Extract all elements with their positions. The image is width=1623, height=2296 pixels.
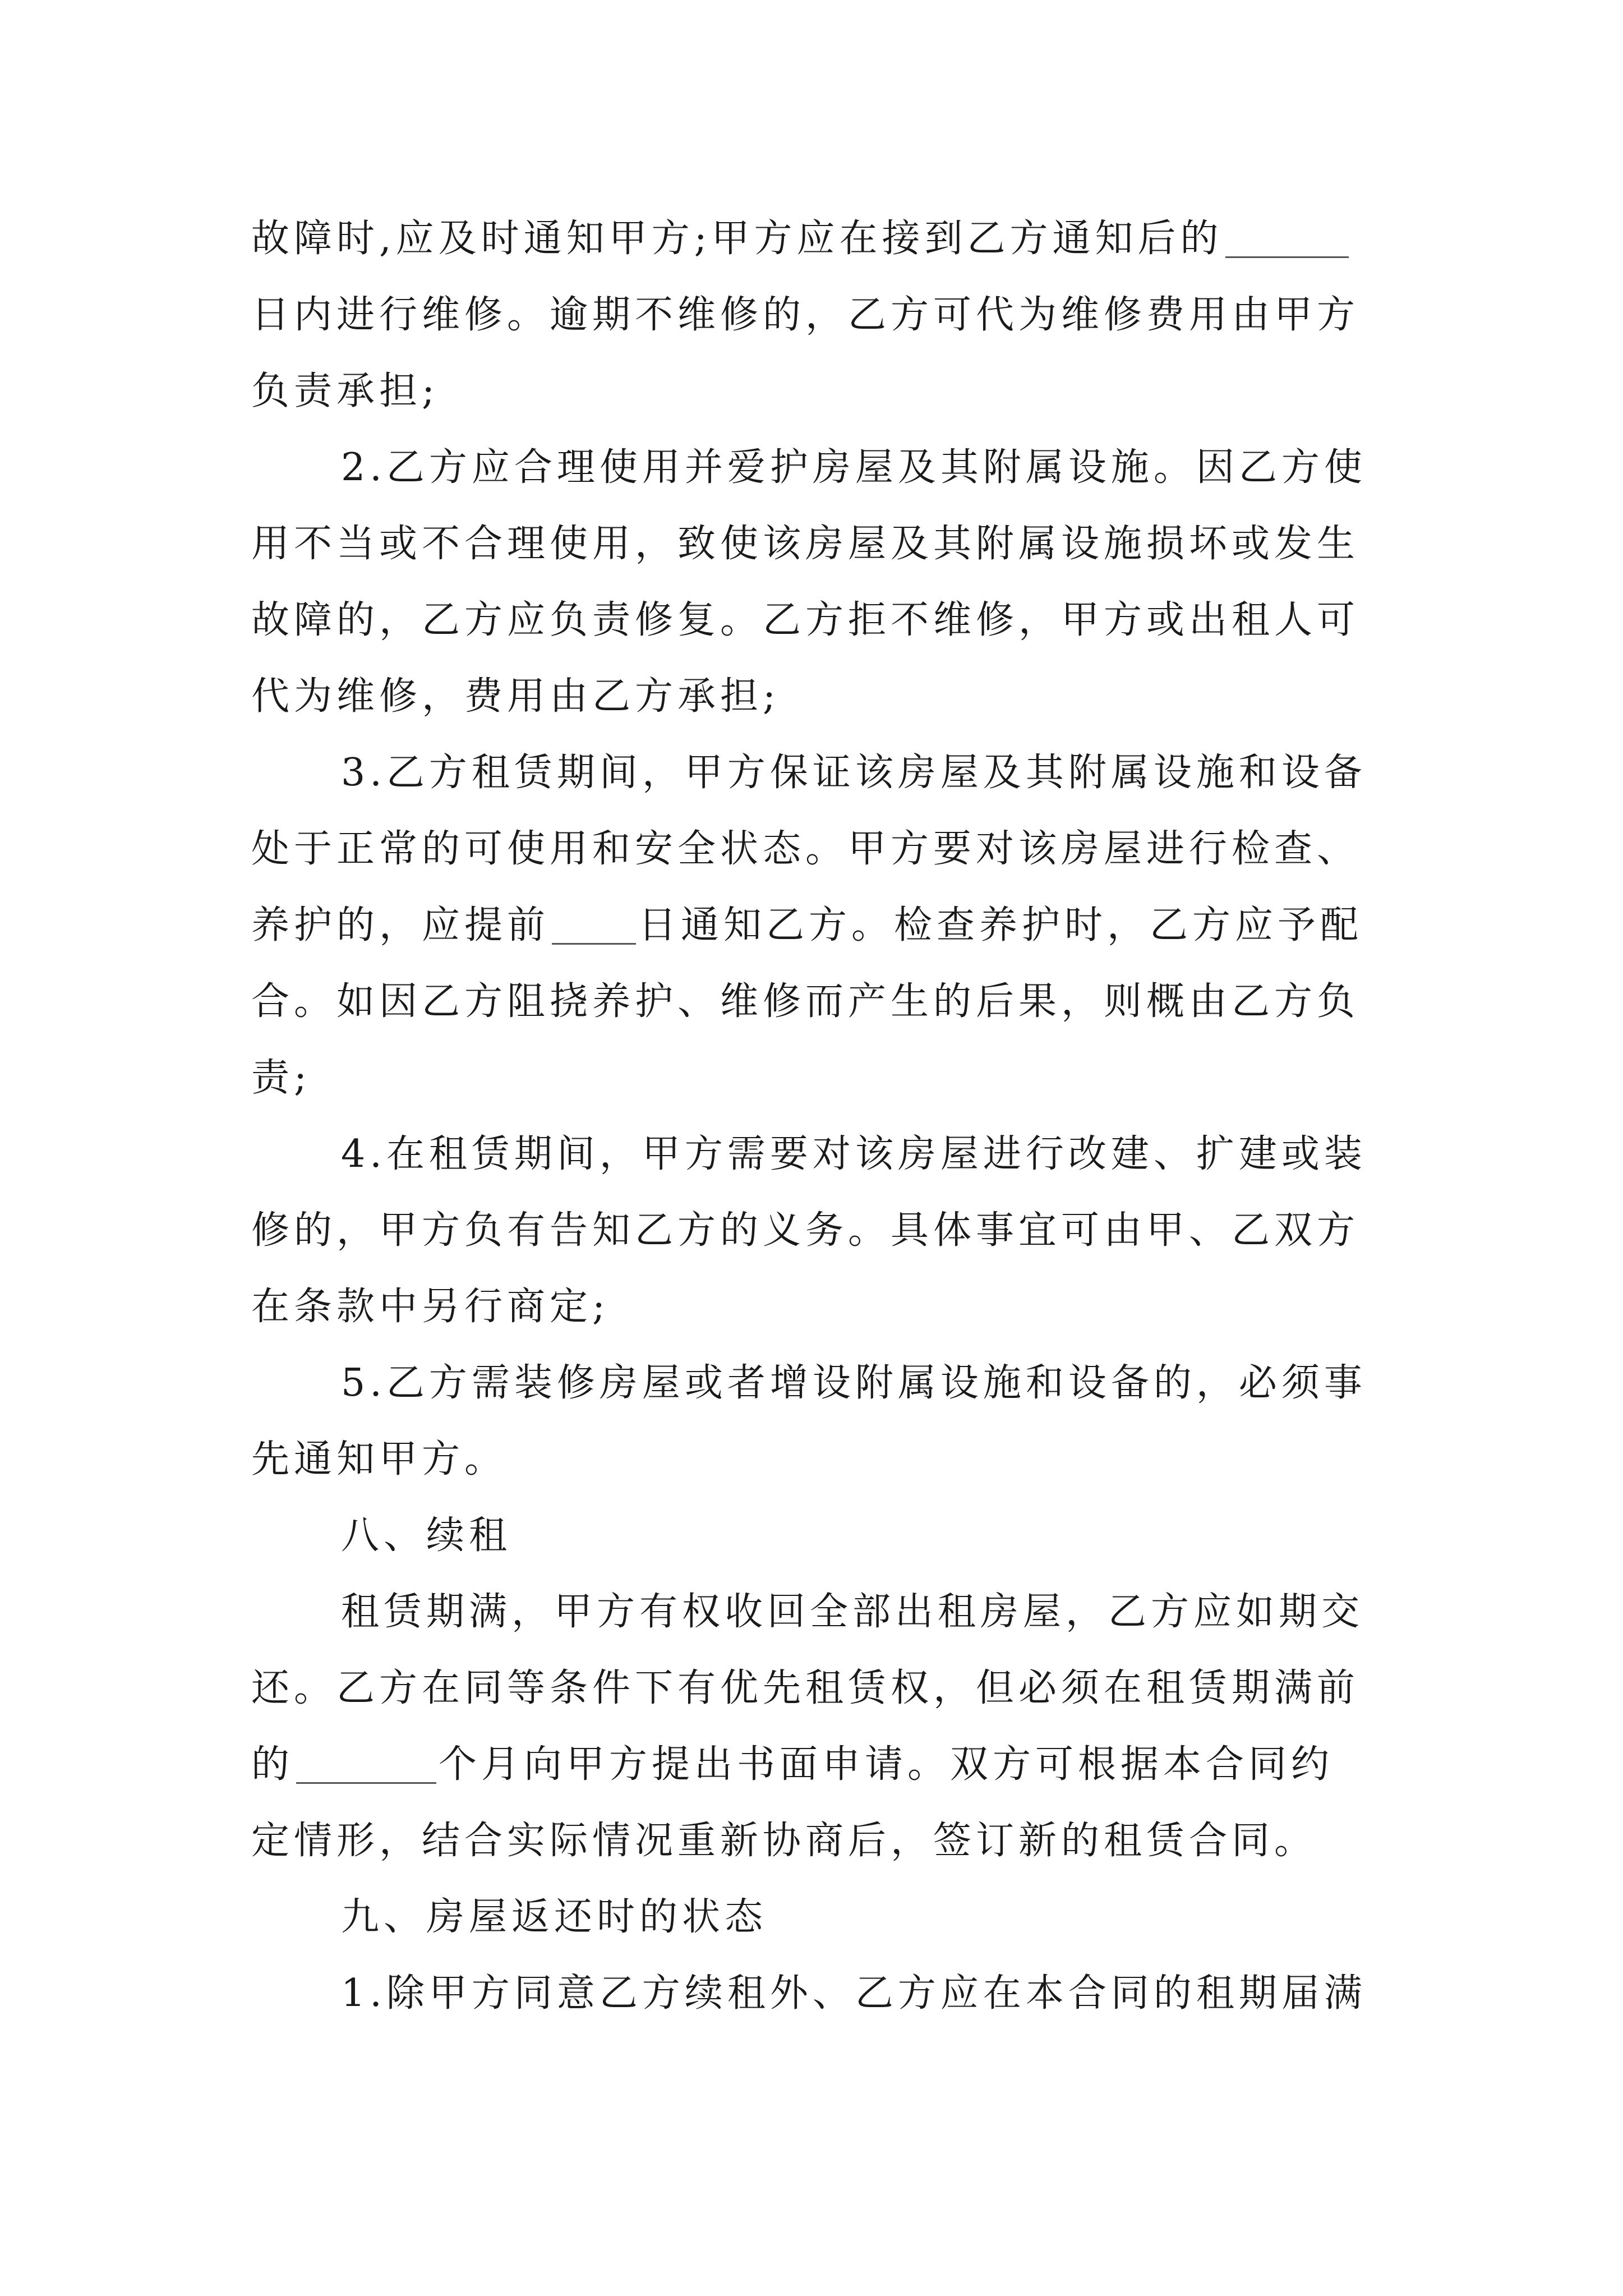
text-line: 用不当或不合理使用，致使该房屋及其附属设施损坏或发生 [251, 522, 1360, 566]
paragraph-start: 租赁期满，甲方有权收回全部出租房屋，乙方应如期交 [341, 1590, 1364, 1634]
text-line [251, 898, 1395, 974]
text-line: 先通知甲方。 [251, 1437, 508, 1481]
text-line: 代为维修，费用由乙方承担; [251, 674, 780, 719]
text-line: 负责承担; [251, 369, 439, 413]
text-line: 定情形，结合实际情况重新协商后，签订新的租赁合同。 [251, 1819, 1317, 1863]
line-text: 日通知乙方。检查养护时，乙方应予配 [638, 903, 1363, 947]
numbered-clause-start: 5.乙方需装修房屋或者增设附属设施和设备的，必须事 [341, 1361, 1367, 1405]
fill-in-blank [296, 1750, 436, 1784]
numbered-clause-start: 4.在租赁期间，甲方需要对该房屋进行改建、扩建或装 [341, 1132, 1367, 1176]
line-text: 养护的，应提前 [251, 903, 550, 947]
text-line: 故障的，乙方应负责修复。乙方拒不维修，甲方或出租人可 [251, 598, 1360, 642]
text-line [251, 1737, 1395, 1813]
contract-body-text [251, 211, 1395, 2042]
numbered-clause-start: 3.乙方租赁期间，甲方保证该房屋及其附属设施和设备 [341, 751, 1367, 795]
text-line: 责; [251, 1056, 311, 1100]
text-line: 合。如因乙方阻挠养护、维修而产生的后果，则概由乙方负 [251, 979, 1360, 1024]
line-text: 的 [251, 1742, 294, 1787]
text-line: 修的，甲方负有告知乙方的义务。具体事宜可由甲、乙双方 [251, 1208, 1360, 1253]
section-heading-renewal: 八、续租 [341, 1513, 512, 1558]
line-text: 个月向甲方提出书面申请。双方可根据本合同约 [439, 1742, 1334, 1787]
text-line: 日内进行维修。逾期不维修的，乙方可代为维修费用由甲方 [251, 293, 1360, 337]
section-heading-return-condition: 九、房屋返还时的状态 [341, 1895, 768, 1939]
line-text: 故障时,应及时通知甲方;甲方应在接到乙方通知后的 [251, 217, 1223, 261]
text-line [251, 211, 1395, 287]
text-line: 在条款中另行商定; [251, 1285, 610, 1329]
numbered-clause-start: 2.乙方应合理使用并爱护房屋及其附属设施。因乙方使 [341, 445, 1367, 490]
numbered-clause-start: 1.除甲方同意乙方续租外、乙方应在本合同的租期届满 [341, 1971, 1367, 2016]
text-line: 还。乙方在同等条件下有优先租赁权，但必须在租赁期满前 [251, 1666, 1360, 1710]
text-line: 处于正常的可使用和安全状态。甲方要对该房屋进行检查、 [251, 827, 1360, 871]
fill-in-blank [1225, 224, 1349, 258]
fill-in-blank [552, 910, 636, 945]
